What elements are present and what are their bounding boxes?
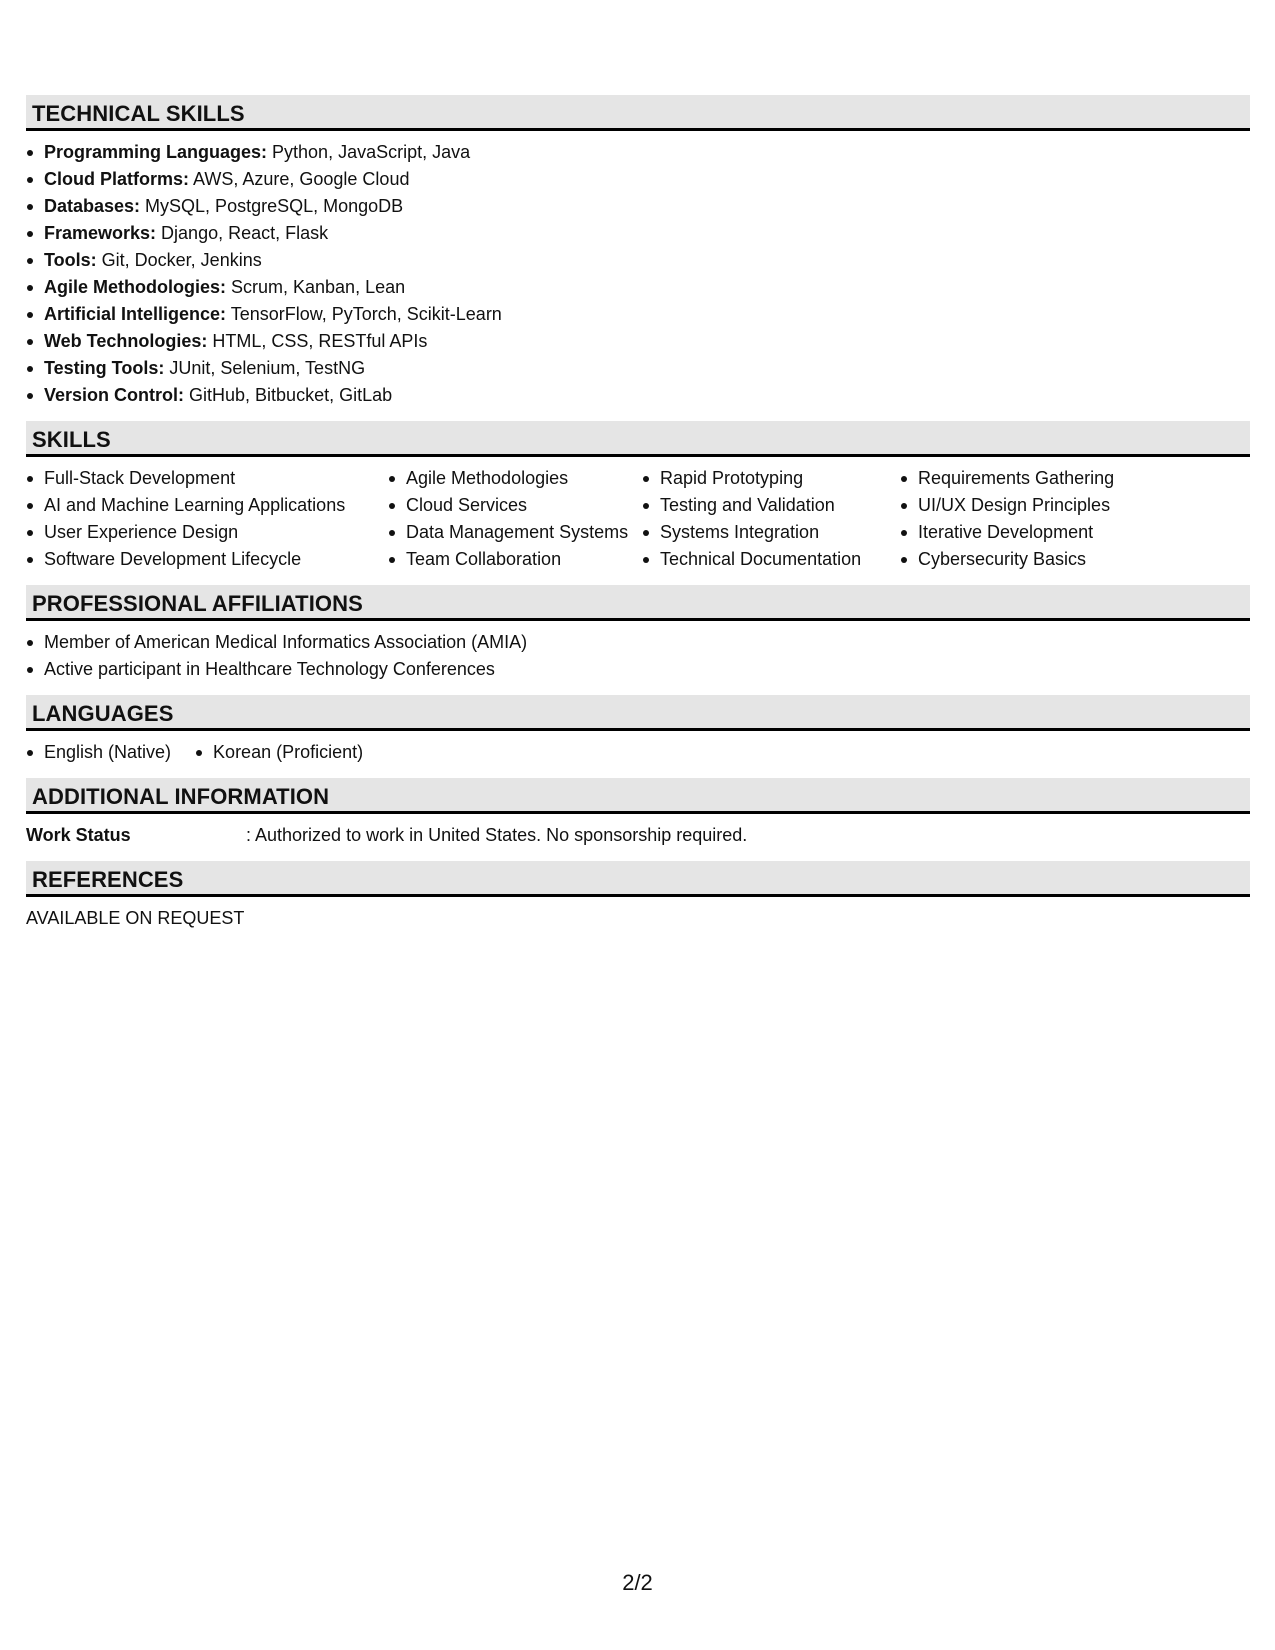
list-item	[26, 301, 1250, 328]
list-item: UI/UX Design Principles	[900, 492, 1230, 519]
skills-grid	[26, 457, 1250, 585]
list-item: Cloud Services	[388, 492, 642, 519]
list-item: Requirements Gathering	[900, 465, 1230, 492]
list-item	[26, 247, 1250, 274]
skill-category-label: Programming Languages:	[44, 142, 268, 162]
skill-category-value: AWS, Azure, Google Cloud	[189, 169, 410, 189]
list-item: AI and Machine Learning Applications	[26, 492, 388, 519]
list-item	[26, 382, 1250, 409]
skill-category-value: Git, Docker, Jenkins	[96, 250, 262, 270]
skill-category-value: Django, React, Flask	[156, 223, 329, 243]
skill-category-value: GitHub, Bitbucket, GitLab	[184, 385, 393, 405]
skills-column-2	[388, 465, 642, 573]
technical-skills-list	[26, 131, 1250, 421]
work-status-row	[26, 814, 1250, 861]
list-item: Korean (Proficient)	[195, 739, 363, 766]
list-item	[26, 274, 1250, 301]
skills-column-1	[26, 465, 388, 573]
skill-category-label: Agile Methodologies:	[44, 277, 226, 297]
skill-category-value: HTML, CSS, RESTful APIs	[207, 331, 428, 351]
list-item: Systems Integration	[642, 519, 900, 546]
list-item: Iterative Development	[900, 519, 1230, 546]
skill-category-value: MySQL, PostgreSQL, MongoDB	[140, 196, 404, 216]
list-item: Software Development Lifecycle	[26, 546, 388, 573]
skill-category-label: Web Technologies:	[44, 331, 208, 351]
list-item	[26, 193, 1250, 220]
list-item: Data Management Systems	[388, 519, 642, 546]
skill-category-label: Databases:	[44, 196, 141, 216]
skill-category-label: Cloud Platforms:	[44, 169, 190, 189]
list-item: User Experience Design	[26, 519, 388, 546]
list-item	[26, 166, 1250, 193]
work-status-label: Work Status	[26, 825, 131, 845]
affiliations-list	[26, 621, 1250, 695]
skills-column-3	[642, 465, 900, 573]
list-item: Agile Methodologies	[388, 465, 642, 492]
list-item	[26, 328, 1250, 355]
skills-column-4	[900, 465, 1230, 573]
section-header-additional-info: ADDITIONAL INFORMATION	[26, 778, 1250, 814]
section-header-references: REFERENCES	[26, 861, 1250, 897]
skill-category-label: Frameworks:	[44, 223, 157, 243]
section-header-technical-skills: TECHNICAL SKILLS	[26, 95, 1250, 131]
work-status-value: : Authorized to work in United States. No sponsorship required.	[246, 825, 748, 845]
skill-category-value: TensorFlow, PyTorch, Scikit-Learn	[226, 304, 502, 324]
list-item: English (Native)	[26, 739, 171, 766]
list-item: Member of American Medical Informatics Association (AMIA)	[26, 629, 1250, 656]
list-item: Team Collaboration	[388, 546, 642, 573]
resume-page	[26, 95, 1250, 932]
section-header-affiliations: PROFESSIONAL AFFILIATIONS	[26, 585, 1250, 621]
list-item: Cybersecurity Basics	[900, 546, 1230, 573]
list-item: Full-Stack Development	[26, 465, 388, 492]
section-header-skills: SKILLS	[26, 421, 1250, 457]
list-item	[26, 139, 1250, 166]
page-number: 2/2	[622, 1570, 653, 1595]
skill-category-label: Version Control:	[44, 385, 185, 405]
list-item: Rapid Prototyping	[642, 465, 900, 492]
skill-category-value: JUnit, Selenium, TestNG	[164, 358, 366, 378]
list-item	[26, 355, 1250, 382]
list-item	[26, 220, 1250, 247]
skill-category-value: Python, JavaScript, Java	[267, 142, 471, 162]
list-item: Technical Documentation	[642, 546, 900, 573]
skill-category-label: Artificial Intelligence:	[44, 304, 227, 324]
list-item: Testing and Validation	[642, 492, 900, 519]
languages-list	[26, 731, 1250, 778]
list-item: Active participant in Healthcare Technology Conferences	[26, 656, 1250, 683]
skill-category-value: Scrum, Kanban, Lean	[226, 277, 406, 297]
references-text: AVAILABLE ON REQUEST	[26, 908, 245, 928]
skill-category-label: Testing Tools:	[44, 358, 165, 378]
skill-category-label: Tools:	[44, 250, 97, 270]
section-header-languages: LANGUAGES	[26, 695, 1250, 731]
